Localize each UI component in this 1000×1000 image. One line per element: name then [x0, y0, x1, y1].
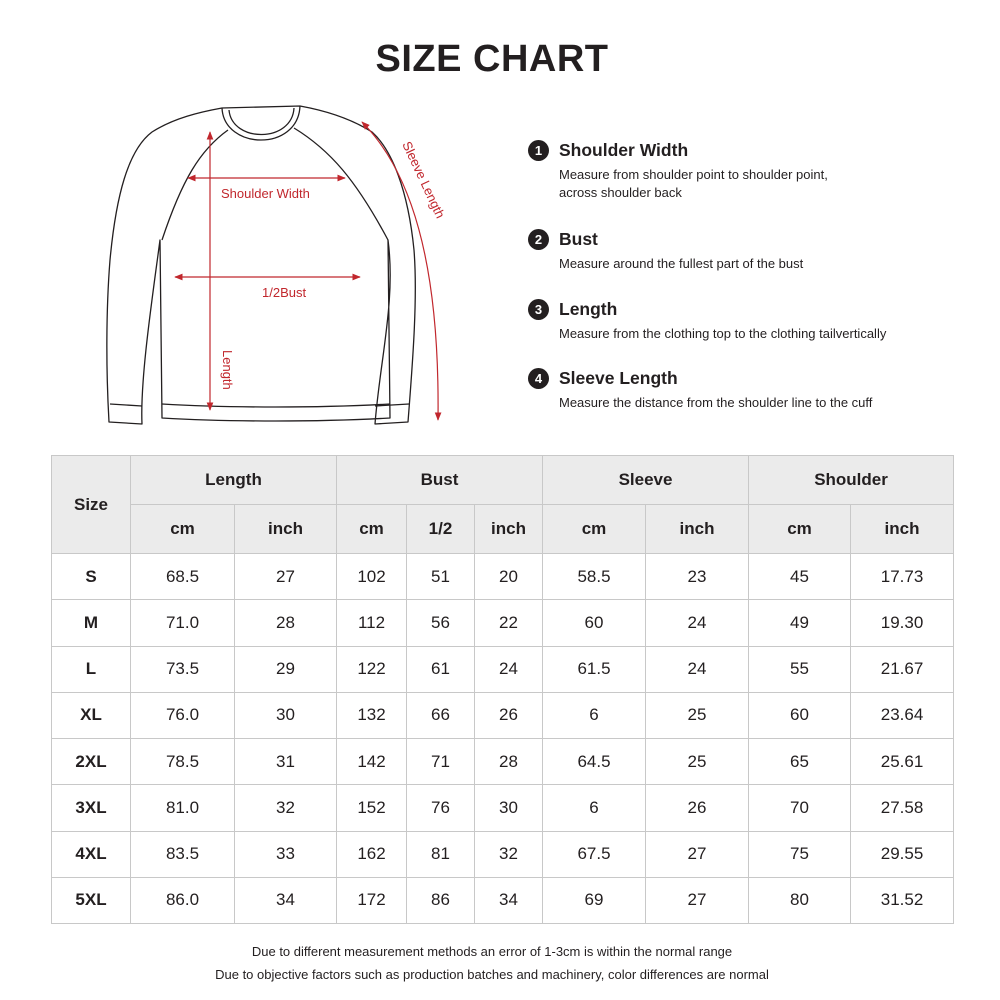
unit-header: cm	[131, 505, 235, 554]
number-2-icon: 2	[528, 229, 549, 250]
table-cell: 61	[407, 646, 475, 692]
table-cell: 172	[337, 877, 407, 923]
table-cell: 23	[646, 554, 749, 600]
unit-header: inch	[475, 505, 543, 554]
table-cell: 86.0	[131, 877, 235, 923]
guide-item-shoulder-width	[528, 138, 828, 202]
guide-description	[559, 166, 828, 202]
table-cell: 76	[407, 785, 475, 831]
table-row	[52, 692, 954, 738]
guide-item-bust	[528, 227, 803, 273]
guide-item-sleeve-length	[528, 366, 872, 412]
group-header-sleeve: Sleeve	[543, 456, 749, 505]
table-cell: 29.55	[851, 831, 954, 877]
table-cell: 20	[475, 554, 543, 600]
guide-description: Measure the distance from the shoulder line to the cuff	[559, 395, 873, 410]
table-body	[52, 554, 954, 924]
table-cell: 152	[337, 785, 407, 831]
guide-title: Bust	[559, 229, 598, 249]
table-cell: 61.5	[543, 646, 646, 692]
size-table	[51, 455, 954, 924]
guide-description: Measure around the fullest part of the bust	[559, 256, 804, 271]
table-cell: 76.0	[131, 692, 235, 738]
table-cell: 81	[407, 831, 475, 877]
table-cell: 24	[646, 646, 749, 692]
table-row	[52, 877, 954, 923]
table-cell: 55	[749, 646, 851, 692]
sleeve-length-label: Sleeve Length	[399, 138, 449, 221]
unit-header: 1/2	[407, 505, 475, 554]
table-cell: 27.58	[851, 785, 954, 831]
table-cell: 71.0	[131, 600, 235, 646]
guide-title: Length	[559, 299, 618, 319]
size-cell: 3XL	[52, 785, 131, 831]
table-cell: 102	[337, 554, 407, 600]
page-title: SIZE CHART	[375, 38, 609, 80]
size-cell: 5XL	[52, 877, 131, 923]
table-cell: 56	[407, 600, 475, 646]
sweater-diagram	[100, 95, 460, 435]
table-cell: 51	[407, 554, 475, 600]
table-cell: 30	[475, 785, 543, 831]
table-cell: 69	[543, 877, 646, 923]
guide-description-line: across shoulder back	[559, 185, 682, 200]
table-cell: 17.73	[851, 554, 954, 600]
table-row	[52, 831, 954, 877]
table-cell: 70	[749, 785, 851, 831]
table-row	[52, 554, 954, 600]
table-cell: 75	[749, 831, 851, 877]
table-row	[52, 646, 954, 692]
table-cell: 78.5	[131, 739, 235, 785]
table-cell: 112	[337, 600, 407, 646]
table-cell: 30	[235, 692, 337, 738]
table-cell: 45	[749, 554, 851, 600]
table-cell: 31.52	[851, 877, 954, 923]
table-cell: 83.5	[131, 831, 235, 877]
guide-title: Sleeve Length	[559, 368, 678, 388]
table-cell: 27	[646, 831, 749, 877]
size-column-header: Size	[52, 456, 131, 554]
table-cell: 68.5	[131, 554, 235, 600]
number-3-icon: 3	[528, 299, 549, 320]
table-cell: 26	[475, 692, 543, 738]
table-cell: 27	[235, 554, 337, 600]
table-cell: 29	[235, 646, 337, 692]
group-header-bust: Bust	[337, 456, 543, 505]
table-row	[52, 785, 954, 831]
table-cell: 32	[235, 785, 337, 831]
table-cell: 65	[749, 739, 851, 785]
guide-description: Measure from the clothing top to the clothing tailvertically	[559, 326, 887, 341]
sweater-outline	[107, 106, 415, 424]
number-1-icon: 1	[528, 140, 549, 161]
table-cell: 24	[475, 646, 543, 692]
table-cell: 81.0	[131, 785, 235, 831]
table-cell: 27	[646, 877, 749, 923]
table-cell: 31	[235, 739, 337, 785]
size-cell: M	[52, 600, 131, 646]
table-cell: 26	[646, 785, 749, 831]
table-cell: 122	[337, 646, 407, 692]
table-cell: 25	[646, 692, 749, 738]
unit-header: inch	[851, 505, 954, 554]
table-cell: 73.5	[131, 646, 235, 692]
table-cell: 32	[475, 831, 543, 877]
group-header-shoulder: Shoulder	[749, 456, 954, 505]
table-header-row	[52, 456, 954, 505]
table-cell: 49	[749, 600, 851, 646]
table-cell: 64.5	[543, 739, 646, 785]
table-row	[52, 739, 954, 785]
size-cell: XL	[52, 692, 131, 738]
table-cell: 66	[407, 692, 475, 738]
table-cell: 21.67	[851, 646, 954, 692]
table-cell: 23.64	[851, 692, 954, 738]
number-4-icon: 4	[528, 368, 549, 389]
size-cell: L	[52, 646, 131, 692]
size-cell: 4XL	[52, 831, 131, 877]
table-cell: 33	[235, 831, 337, 877]
table-cell: 25	[646, 739, 749, 785]
table-cell: 6	[543, 692, 646, 738]
table-cell: 28	[475, 739, 543, 785]
unit-header: cm	[749, 505, 851, 554]
guide-title: Shoulder Width	[559, 140, 689, 160]
note-measurement-error: Due to different measurement methods an error of 1-3cm is within the normal range	[251, 944, 733, 959]
table-cell: 67.5	[543, 831, 646, 877]
unit-header: cm	[543, 505, 646, 554]
unit-header-row	[52, 505, 954, 554]
shoulder-width-label: Shoulder Width	[221, 186, 310, 201]
table-cell: 24	[646, 600, 749, 646]
guide-description-line: Measure from shoulder point to shoulder point,	[559, 167, 828, 182]
table-cell: 58.5	[543, 554, 646, 600]
note-color-difference: Due to objective factors such as production batches and machinery, color differences are normal	[215, 967, 769, 982]
table-cell: 80	[749, 877, 851, 923]
table-cell: 28	[235, 600, 337, 646]
table-cell: 34	[475, 877, 543, 923]
table-cell: 34	[235, 877, 337, 923]
unit-header: inch	[646, 505, 749, 554]
table-cell: 22	[475, 600, 543, 646]
table-cell: 162	[337, 831, 407, 877]
table-cell: 60	[749, 692, 851, 738]
table-row	[52, 600, 954, 646]
unit-header: cm	[337, 505, 407, 554]
guide-item-length	[528, 297, 886, 343]
table-cell: 86	[407, 877, 475, 923]
table-cell: 132	[337, 692, 407, 738]
table-cell: 19.30	[851, 600, 954, 646]
table-cell: 60	[543, 600, 646, 646]
table-cell: 25.61	[851, 739, 954, 785]
table-cell: 142	[337, 739, 407, 785]
disclaimer-notes	[0, 940, 984, 986]
measurement-arrows	[175, 122, 438, 420]
group-header-length: Length	[131, 456, 337, 505]
table-cell: 71	[407, 739, 475, 785]
table-cell: 6	[543, 785, 646, 831]
size-cell: S	[52, 554, 131, 600]
unit-header: inch	[235, 505, 337, 554]
size-cell: 2XL	[52, 739, 131, 785]
length-label: Length	[220, 350, 235, 390]
half-bust-label: 1/2Bust	[262, 285, 307, 300]
